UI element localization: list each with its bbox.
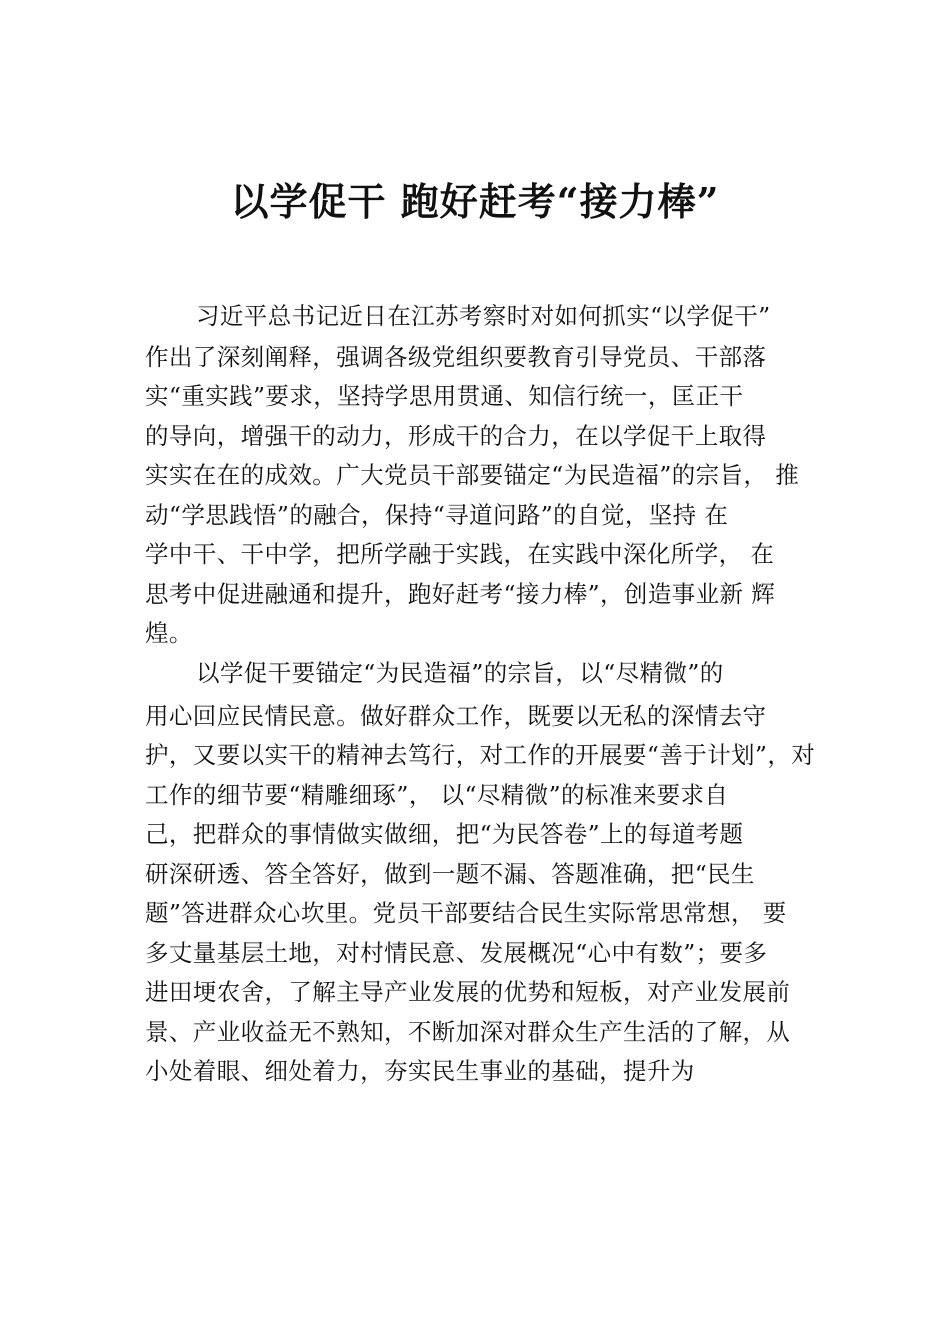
- paragraph-2-line-10: 景、产业收益无不熟知，不断加深对群众生产生活的了解，从: [145, 1018, 791, 1046]
- paragraph-1-line-1: 习近平总书记近日在江苏考察时对如何抓实“以学促干”: [196, 302, 771, 330]
- paragraph-1-line-3: 实“重实践”要求，坚持学思用贯通、知信行统一，匡正干: [145, 382, 744, 410]
- paragraph-1-line-6: 动“学思践悟”的融合，保持“寻道问路”的自觉，坚持 在: [145, 501, 729, 529]
- document-title: 以学促干 跑好赶考“接力棒”: [230, 179, 720, 224]
- paragraph-2-line-11: 小处着眼、细处着力，夯实民生事业的基础，提升为: [145, 1057, 695, 1085]
- paragraph-1-line-8: 思考中促进融通和提升，跑好赶考“接力棒”，创造事业新 辉: [145, 580, 776, 608]
- paragraph-2-line-6: 研深研透、答全答好，做到一题不漏、答题准确，把“民生: [145, 860, 755, 888]
- paragraph-1-line-9: 煌。: [145, 619, 193, 647]
- paragraph-1-line-5: 实实在在的成效。广大党员干部要锚定“为民造福”的宗旨， 推: [145, 461, 800, 489]
- paragraph-1-line-2: 作出了深刻阐释，强调各级党组织要教育引导党员、干部落: [145, 343, 767, 371]
- paragraph-1-line-4: 的导向，增强干的动力，形成干的合力，在以学促干上取得: [145, 422, 767, 450]
- paragraph-2-line-4: 工作的细节要“精雕细琢”， 以“尽精微”的标准来要求自: [145, 781, 729, 809]
- paragraph-2-line-7: 题”答进群众心坎里。党员干部要结合民生实际常思常想， 要: [145, 899, 787, 927]
- paragraph-2-line-5: 己，把群众的事情做实做细，把“为民答卷”上的每道考题: [145, 820, 744, 848]
- paragraph-2-line-8: 多丈量基层土地，对村情民意、发展概况“心中有数”；要多: [145, 939, 768, 967]
- paragraph-2-line-3: 护，又要以实干的精神去笃行，对工作的开展要“善于计划”，对: [145, 741, 816, 769]
- paragraph-1-line-7: 学中干、干中学，把所学融于实践，在实践中深化所学， 在: [145, 540, 775, 568]
- paragraph-2-line-1: 以学促干要锚定“为民造福”的宗旨，以“尽精微”的: [196, 659, 724, 687]
- paragraph-2-line-2: 用心回应民情民意。做好群众工作，既要以无私的深情去守: [145, 702, 767, 730]
- paragraph-2-line-9: 进田埂农舍，了解主导产业发展的优势和短板，对产业发展前: [145, 978, 791, 1006]
